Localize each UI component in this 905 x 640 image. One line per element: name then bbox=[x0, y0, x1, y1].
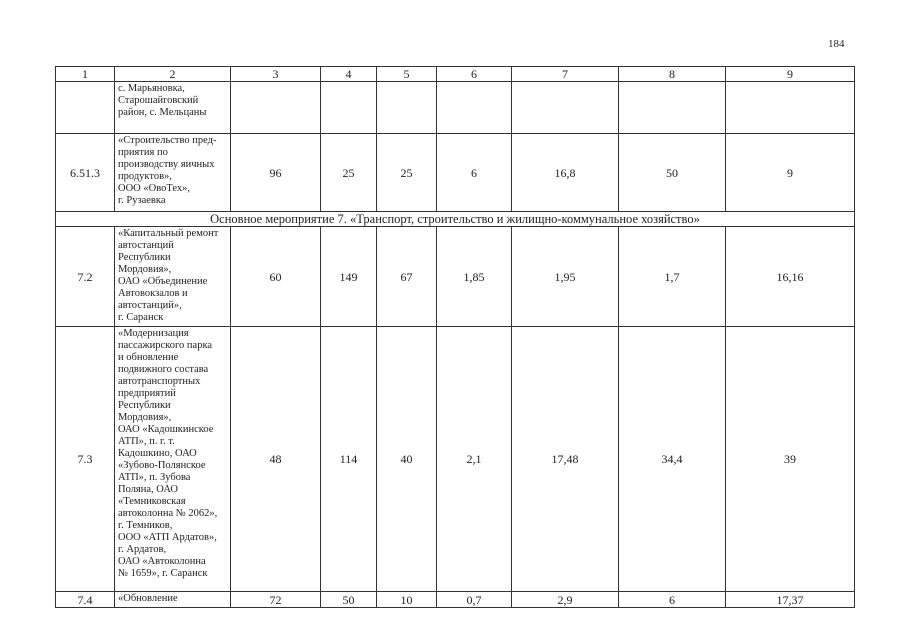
value-cell: 34,4 bbox=[619, 327, 726, 592]
value-cell: 0,7 bbox=[437, 592, 512, 608]
value-cell bbox=[619, 82, 726, 134]
table-row bbox=[56, 134, 855, 212]
value-cell: 1,85 bbox=[437, 227, 512, 327]
column-header: 5 bbox=[377, 67, 437, 82]
value-cell: 17,48 bbox=[512, 327, 619, 592]
value-cell: 2,1 bbox=[437, 327, 512, 592]
column-header: 7 bbox=[512, 67, 619, 82]
table-row bbox=[56, 82, 855, 134]
value-cell: 67 bbox=[377, 227, 437, 327]
value-cell: 60 bbox=[231, 227, 321, 327]
column-header: 8 bbox=[619, 67, 726, 82]
section-row bbox=[56, 212, 855, 227]
table-row bbox=[56, 227, 855, 327]
value-cell: 17,37 bbox=[726, 592, 855, 608]
row-number-cell: 6.51.3 bbox=[56, 134, 115, 212]
value-cell: 50 bbox=[321, 592, 377, 608]
value-cell: 10 bbox=[377, 592, 437, 608]
value-cell: 9 bbox=[726, 134, 855, 212]
value-cell: 50 bbox=[619, 134, 726, 212]
page-number: 184 bbox=[828, 38, 845, 50]
column-header: 3 bbox=[231, 67, 321, 82]
project-description-cell: «Строительство пред- приятия по производству яичных продуктов», ООО «ОвоТех», г. Рузаевка bbox=[115, 134, 231, 212]
value-cell: 16,8 bbox=[512, 134, 619, 212]
value-cell: 16,16 bbox=[726, 227, 855, 327]
value-cell: 2,9 bbox=[512, 592, 619, 608]
column-header: 9 bbox=[726, 67, 855, 82]
value-cell: 1,95 bbox=[512, 227, 619, 327]
value-cell: 6 bbox=[437, 134, 512, 212]
value-cell: 39 bbox=[726, 327, 855, 592]
value-cell: 40 bbox=[377, 327, 437, 592]
value-cell: 96 bbox=[231, 134, 321, 212]
value-cell bbox=[321, 82, 377, 134]
value-cell: 149 bbox=[321, 227, 377, 327]
value-cell: 25 bbox=[377, 134, 437, 212]
value-cell: 1,7 bbox=[619, 227, 726, 327]
section-heading: Основное мероприятие 7. «Транспорт, строительство и жилищно-коммунальное хозяйство» bbox=[56, 212, 855, 227]
project-description-cell: «Модернизация пассажирского парка и обновление подвижного состава автотранспортных предприятий Республики Мордовия», ОАО «Кадошкинское АТП», п. г. т. Кадошкино, ОАО «Зубово-Полянское АТП», п. Зубова Поляна, ОАО «Темниковская автоколонна № 2062», г. Темников, ООО «АТП Ардатов», г. Ардатов, ОАО «Автоколонна № 1659», г. Саранск bbox=[115, 327, 231, 592]
project-description-cell: с. Марьяновка, Старошайговский район, с. Мельцаны bbox=[115, 82, 231, 134]
value-cell bbox=[231, 82, 321, 134]
value-cell: 6 bbox=[619, 592, 726, 608]
value-cell bbox=[512, 82, 619, 134]
value-cell bbox=[726, 82, 855, 134]
column-header: 1 bbox=[56, 67, 115, 82]
value-cell: 48 bbox=[231, 327, 321, 592]
value-cell: 25 bbox=[321, 134, 377, 212]
table-row bbox=[56, 327, 855, 592]
table-row bbox=[56, 592, 855, 608]
value-cell: 72 bbox=[231, 592, 321, 608]
value-cell bbox=[377, 82, 437, 134]
header-row bbox=[56, 67, 855, 82]
column-header: 6 bbox=[437, 67, 512, 82]
project-description-cell: «Капитальный ремонт автостанций Республики Мордовия», ОАО «Объединение Автовокзалов и автостанций», г. Саранск bbox=[115, 227, 231, 327]
row-number-cell: 7.4 bbox=[56, 592, 115, 608]
project-description-cell: «Обновление bbox=[115, 592, 231, 608]
value-cell bbox=[437, 82, 512, 134]
data-table bbox=[55, 66, 855, 608]
row-number-cell bbox=[56, 82, 115, 134]
row-number-cell: 7.2 bbox=[56, 227, 115, 327]
column-header: 2 bbox=[115, 67, 231, 82]
column-header: 4 bbox=[321, 67, 377, 82]
row-number-cell: 7.3 bbox=[56, 327, 115, 592]
value-cell: 114 bbox=[321, 327, 377, 592]
